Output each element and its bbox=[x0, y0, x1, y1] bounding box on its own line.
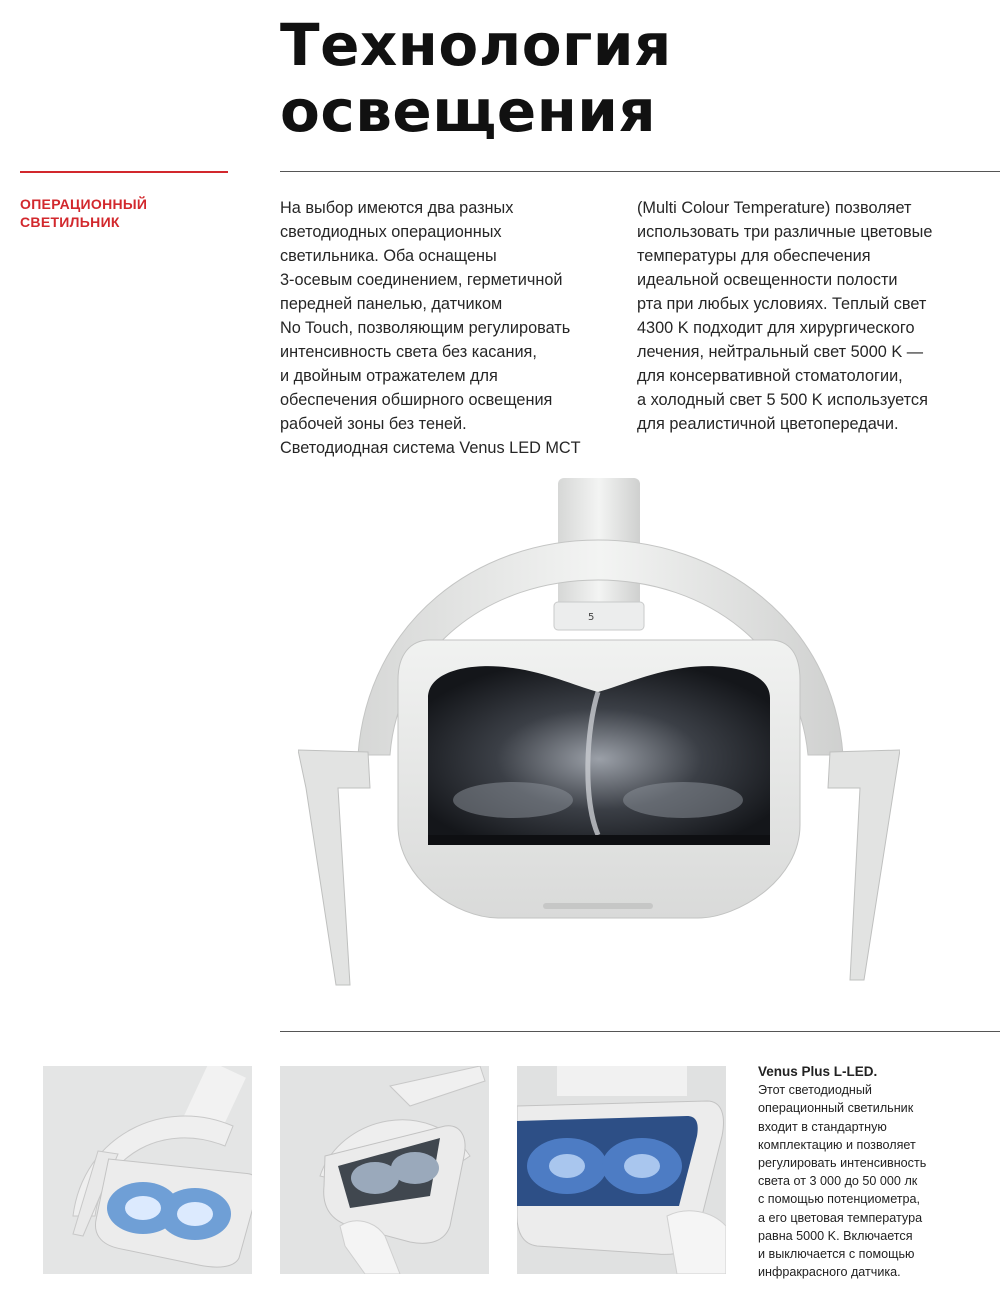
caption-line: света от 3 000 до 50 000 лк bbox=[758, 1174, 918, 1189]
section-accent-rule bbox=[20, 171, 228, 173]
section-label-line-1: ОПЕРАЦИОННЫЙ bbox=[20, 196, 148, 212]
product-caption bbox=[758, 1063, 926, 1281]
dial-mark: 5 bbox=[588, 612, 595, 623]
lamp-photo-blue-light bbox=[43, 1066, 252, 1274]
body-line: температуры для обеспечения bbox=[637, 247, 871, 265]
title-line-2: освещения bbox=[280, 77, 657, 145]
caption-line: регулировать интенсивность bbox=[758, 1156, 927, 1171]
section-label-line-2: СВЕТИЛЬНИК bbox=[20, 214, 120, 230]
body-line: 4300 K подходит для хирургического bbox=[637, 319, 915, 337]
body-column-2 bbox=[637, 196, 932, 436]
body-line: для консервативной стоматологии, bbox=[637, 367, 903, 385]
body-line: светодиодных операционных bbox=[280, 223, 502, 241]
body-line: интенсивность света без касания, bbox=[280, 343, 537, 361]
caption-line: и выключается с помощью bbox=[758, 1247, 915, 1262]
caption-line: с помощью потенциометра, bbox=[758, 1192, 921, 1207]
caption-line: равна 5000 K. Включается bbox=[758, 1228, 913, 1243]
caption-line: операционный светильник bbox=[758, 1101, 914, 1116]
body-column-1 bbox=[280, 196, 581, 460]
body-line: обеспечения обширного освещения bbox=[280, 391, 553, 409]
body-line: и двойным отражателем для bbox=[280, 367, 498, 385]
body-line: (Multi Colour Temperature) позволяет bbox=[637, 199, 912, 217]
caption-line: инфракрасного датчика. bbox=[758, 1265, 901, 1280]
caption-line: входит в стандартную bbox=[758, 1119, 887, 1134]
mid-divider bbox=[280, 1031, 1000, 1032]
body-line: No Touch, позволяющим регулировать bbox=[280, 319, 571, 337]
lamp-photo-hand-adjust bbox=[280, 1066, 489, 1274]
section-label bbox=[20, 195, 147, 231]
page-title bbox=[280, 12, 672, 144]
body-line: рабочей зоны без теней. bbox=[280, 415, 467, 433]
caption-line: а его цветовая температура bbox=[758, 1210, 923, 1225]
title-line-1: Технология bbox=[280, 11, 672, 79]
caption-line: Этот светодиодный bbox=[758, 1083, 872, 1098]
body-line: рта при любых условиях. Теплый свет bbox=[637, 295, 927, 313]
body-line: лечения, нейтральный свет 5000 K — bbox=[637, 343, 924, 361]
top-divider bbox=[280, 171, 1000, 172]
lamp-photo-close-up bbox=[517, 1066, 726, 1274]
caption-title: Venus Plus L-LED. bbox=[758, 1064, 878, 1079]
body-line: Светодиодная система Venus LED MCT bbox=[280, 439, 581, 457]
body-line: для реалистичной цветопередачи. bbox=[637, 415, 899, 433]
caption-line: комплектацию и позволяет bbox=[758, 1137, 916, 1152]
body-line: использовать три различные цветовые bbox=[637, 223, 933, 241]
body-line: 3-осевым соединением, герметичной bbox=[280, 271, 563, 289]
dental-lamp-image bbox=[298, 470, 900, 1000]
body-line: передней панелью, датчиком bbox=[280, 295, 503, 313]
body-line: идеальной освещенности полости bbox=[637, 271, 898, 289]
body-line: светильника. Оба оснащены bbox=[280, 247, 497, 265]
body-line: а холодный свет 5 500 K используется bbox=[637, 391, 928, 409]
body-line: На выбор имеются два разных bbox=[280, 199, 514, 217]
